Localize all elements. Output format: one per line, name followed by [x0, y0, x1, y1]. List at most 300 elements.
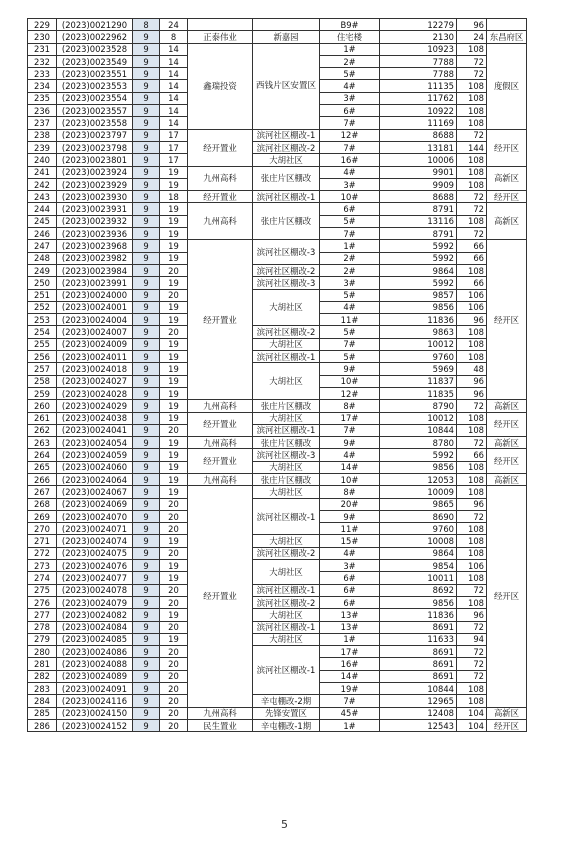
batch-cell: 9 — [133, 387, 160, 399]
developer-cell: 正泰伟业 — [188, 31, 253, 43]
area-cell: 2130 — [380, 31, 457, 43]
certificate-cell: (2023)0024028 — [57, 387, 133, 399]
lot-cell: 19 — [160, 572, 188, 584]
row-number-cell: 282 — [28, 670, 57, 682]
row-number-cell: 284 — [28, 695, 57, 707]
district-cell: 高新区 — [487, 707, 527, 719]
batch-cell: 9 — [133, 117, 160, 129]
area-cell: 8688 — [380, 129, 457, 141]
batch-cell: 9 — [133, 646, 160, 658]
lot-cell: 19 — [160, 461, 188, 473]
area-cell: 12543 — [380, 719, 457, 731]
project-cell: 滨河社区棚改-3 — [253, 449, 320, 461]
area-cell: 9864 — [380, 547, 457, 559]
building-cell: 17# — [320, 646, 380, 658]
building-cell: 13# — [320, 609, 380, 621]
developer-cell: 九州高科 — [188, 400, 253, 412]
batch-cell: 9 — [133, 523, 160, 535]
building-cell: 1# — [320, 633, 380, 645]
row-number-cell: 260 — [28, 400, 57, 412]
project-cell: 大胡社区 — [253, 560, 320, 585]
lot-cell: 20 — [160, 510, 188, 522]
district-cell: 度假区 — [487, 43, 527, 129]
row-number-cell: 275 — [28, 584, 57, 596]
building-cell: 4# — [320, 301, 380, 313]
batch-cell: 9 — [133, 178, 160, 190]
developer-cell: 九州高科 — [188, 473, 253, 485]
area-cell: 9857 — [380, 289, 457, 301]
building-cell: 7# — [320, 141, 380, 153]
units-cell: 72 — [457, 400, 487, 412]
batch-cell: 9 — [133, 461, 160, 473]
units-cell: 108 — [457, 412, 487, 424]
units-cell: 96 — [457, 314, 487, 326]
building-cell: 16# — [320, 154, 380, 166]
lot-cell: 17 — [160, 154, 188, 166]
lot-cell: 19 — [160, 166, 188, 178]
units-cell: 108 — [457, 695, 487, 707]
units-cell: 66 — [457, 240, 487, 252]
batch-cell: 9 — [133, 375, 160, 387]
lot-cell: 20 — [160, 683, 188, 695]
lot-cell: 14 — [160, 105, 188, 117]
lot-cell: 14 — [160, 92, 188, 104]
building-cell: 5# — [320, 215, 380, 227]
building-cell: 45# — [320, 707, 380, 719]
row-number-cell: 235 — [28, 92, 57, 104]
district-cell: 高新区 — [487, 473, 527, 485]
project-cell: 张庄片区棚改 — [253, 203, 320, 240]
batch-cell: 9 — [133, 510, 160, 522]
row-number-cell: 229 — [28, 19, 57, 31]
certificate-cell: (2023)0024076 — [57, 560, 133, 572]
batch-cell: 9 — [133, 105, 160, 117]
certificate-cell: (2023)0023931 — [57, 203, 133, 215]
building-cell: 1# — [320, 43, 380, 55]
district-cell — [487, 19, 527, 31]
certificate-cell: (2023)0024064 — [57, 473, 133, 485]
district-cell: 经开区 — [487, 129, 527, 166]
lot-cell: 20 — [160, 596, 188, 608]
building-cell: 10# — [320, 191, 380, 203]
batch-cell: 9 — [133, 31, 160, 43]
project-cell: 新嘉园 — [253, 31, 320, 43]
project-cell: 西钱片区安置区 — [253, 43, 320, 129]
district-cell: 高新区 — [487, 166, 527, 191]
row-number-cell: 276 — [28, 596, 57, 608]
area-cell: 8691 — [380, 670, 457, 682]
certificate-cell: (2023)0024000 — [57, 289, 133, 301]
row-number-cell: 245 — [28, 215, 57, 227]
lot-cell: 19 — [160, 400, 188, 412]
certificate-cell: (2023)0023991 — [57, 277, 133, 289]
table-row — [28, 240, 527, 252]
area-cell: 8790 — [380, 400, 457, 412]
units-cell: 96 — [457, 375, 487, 387]
table-row — [28, 19, 527, 31]
project-cell: 辛屯棚改-1期 — [253, 719, 320, 731]
table-row — [28, 473, 527, 485]
lot-cell: 20 — [160, 646, 188, 658]
building-cell: 5# — [320, 68, 380, 80]
area-cell: 11835 — [380, 387, 457, 399]
lot-cell: 19 — [160, 277, 188, 289]
batch-cell: 9 — [133, 141, 160, 153]
row-number-cell: 247 — [28, 240, 57, 252]
batch-cell: 9 — [133, 437, 160, 449]
row-number-cell: 273 — [28, 560, 57, 572]
certificate-cell: (2023)0023984 — [57, 264, 133, 276]
developer-cell: 鑫瑞投资 — [188, 43, 253, 129]
lot-cell: 19 — [160, 351, 188, 363]
row-number-cell: 253 — [28, 314, 57, 326]
batch-cell: 9 — [133, 719, 160, 731]
batch-cell: 9 — [133, 55, 160, 67]
units-cell: 108 — [457, 547, 487, 559]
lot-cell: 19 — [160, 633, 188, 645]
batch-cell: 9 — [133, 400, 160, 412]
lot-cell: 8 — [160, 31, 188, 43]
project-cell: 滨河社区棚改-2 — [253, 264, 320, 276]
certificate-cell: (2023)0021290 — [57, 19, 133, 31]
batch-cell: 9 — [133, 228, 160, 240]
project-cell: 滨河社区棚改-1 — [253, 646, 320, 695]
area-cell: 7788 — [380, 55, 457, 67]
units-cell: 94 — [457, 633, 487, 645]
certificate-cell: (2023)0024078 — [57, 584, 133, 596]
certificate-cell: (2023)0024038 — [57, 412, 133, 424]
area-cell: 13116 — [380, 215, 457, 227]
area-cell: 8691 — [380, 621, 457, 633]
units-cell: 24 — [457, 31, 487, 43]
district-cell: 经开区 — [487, 191, 527, 203]
table-row — [28, 412, 527, 424]
row-number-cell: 269 — [28, 510, 57, 522]
certificate-cell: (2023)0023551 — [57, 68, 133, 80]
area-cell: 9865 — [380, 498, 457, 510]
table-row — [28, 437, 527, 449]
table-row — [28, 449, 527, 461]
lot-cell: 19 — [160, 449, 188, 461]
certificate-cell: (2023)0024086 — [57, 646, 133, 658]
certificate-cell: (2023)0024004 — [57, 314, 133, 326]
units-cell: 106 — [457, 560, 487, 572]
units-cell: 72 — [457, 621, 487, 633]
lot-cell: 20 — [160, 670, 188, 682]
area-cell: 7788 — [380, 68, 457, 80]
row-number-cell: 243 — [28, 191, 57, 203]
units-cell: 72 — [457, 584, 487, 596]
row-number-cell: 283 — [28, 683, 57, 695]
lot-cell: 17 — [160, 141, 188, 153]
certificate-cell: (2023)0024011 — [57, 351, 133, 363]
developer-cell — [188, 19, 253, 31]
area-cell: 10006 — [380, 154, 457, 166]
batch-cell: 9 — [133, 535, 160, 547]
certificate-cell: (2023)0023930 — [57, 191, 133, 203]
units-cell: 108 — [457, 473, 487, 485]
area-cell: 9856 — [380, 301, 457, 313]
units-cell: 96 — [457, 609, 487, 621]
batch-cell: 9 — [133, 670, 160, 682]
building-cell: 4# — [320, 166, 380, 178]
batch-cell: 9 — [133, 547, 160, 559]
area-cell: 11633 — [380, 633, 457, 645]
certificate-cell: (2023)0023929 — [57, 178, 133, 190]
project-cell: 滨河社区棚改-1 — [253, 424, 320, 436]
row-number-cell: 244 — [28, 203, 57, 215]
area-cell: 12279 — [380, 19, 457, 31]
table-row — [28, 633, 527, 645]
building-cell: 2# — [320, 264, 380, 276]
row-number-cell: 280 — [28, 646, 57, 658]
project-cell: 滨河社区棚改-1 — [253, 351, 320, 363]
certificate-cell: (2023)0024070 — [57, 510, 133, 522]
units-cell: 108 — [457, 596, 487, 608]
area-cell: 5992 — [380, 277, 457, 289]
batch-cell: 9 — [133, 338, 160, 350]
certificate-cell: (2023)0023549 — [57, 55, 133, 67]
batch-cell: 9 — [133, 351, 160, 363]
batch-cell: 9 — [133, 43, 160, 55]
building-cell: 9# — [320, 363, 380, 375]
batch-cell: 9 — [133, 240, 160, 252]
certificate-cell: (2023)0024041 — [57, 424, 133, 436]
area-cell: 9760 — [380, 523, 457, 535]
units-cell: 96 — [457, 19, 487, 31]
project-cell: 大胡社区 — [253, 154, 320, 166]
table-row — [28, 43, 527, 55]
units-cell: 108 — [457, 572, 487, 584]
lot-cell: 20 — [160, 498, 188, 510]
certificate-cell: (2023)0024075 — [57, 547, 133, 559]
units-cell: 108 — [457, 264, 487, 276]
units-cell: 108 — [457, 683, 487, 695]
table-row — [28, 707, 527, 719]
table-row — [28, 584, 527, 596]
district-cell: 经开区 — [487, 486, 527, 707]
certificate-cell: (2023)0024059 — [57, 449, 133, 461]
table-row — [28, 646, 527, 658]
certificate-cell: (2023)0024116 — [57, 695, 133, 707]
table-row — [28, 203, 527, 215]
project-cell: 滨河社区棚改-1 — [253, 129, 320, 141]
project-cell: 滨河社区棚改-2 — [253, 326, 320, 338]
building-cell: 2# — [320, 55, 380, 67]
developer-cell: 经开置业 — [188, 486, 253, 707]
table-row — [28, 326, 527, 338]
row-number-cell: 236 — [28, 105, 57, 117]
developer-cell: 九州高科 — [188, 166, 253, 191]
batch-cell: 9 — [133, 154, 160, 166]
lot-cell: 19 — [160, 437, 188, 449]
developer-cell: 经开置业 — [188, 412, 253, 437]
area-cell: 8688 — [380, 191, 457, 203]
developer-cell: 经开置业 — [188, 191, 253, 203]
lot-cell: 19 — [160, 387, 188, 399]
area-cell: 10009 — [380, 486, 457, 498]
building-cell: 4# — [320, 547, 380, 559]
row-number-cell: 232 — [28, 55, 57, 67]
area-cell: 8691 — [380, 658, 457, 670]
building-cell: 住宅楼 — [320, 31, 380, 43]
project-cell: 先锋安置区 — [253, 707, 320, 719]
units-cell: 72 — [457, 191, 487, 203]
area-cell: 8691 — [380, 646, 457, 658]
lot-cell: 14 — [160, 43, 188, 55]
building-cell: 7# — [320, 424, 380, 436]
certificate-cell: (2023)0023936 — [57, 228, 133, 240]
area-cell: 8690 — [380, 510, 457, 522]
units-cell: 104 — [457, 707, 487, 719]
units-cell: 96 — [457, 498, 487, 510]
area-cell: 5992 — [380, 240, 457, 252]
lot-cell: 19 — [160, 215, 188, 227]
project-cell: 滨河社区棚改-3 — [253, 240, 320, 265]
area-cell: 11169 — [380, 117, 457, 129]
lot-cell: 20 — [160, 658, 188, 670]
table-row — [28, 141, 527, 153]
project-cell: 辛屯棚改-2期 — [253, 695, 320, 707]
units-cell: 72 — [457, 437, 487, 449]
area-cell: 5969 — [380, 363, 457, 375]
row-number-cell: 270 — [28, 523, 57, 535]
certificate-cell: (2023)0024027 — [57, 375, 133, 387]
lot-cell: 20 — [160, 584, 188, 596]
units-cell: 108 — [457, 166, 487, 178]
area-cell: 10844 — [380, 683, 457, 695]
certificate-cell: (2023)0024077 — [57, 572, 133, 584]
certificate-cell: (2023)0023932 — [57, 215, 133, 227]
building-cell: 6# — [320, 105, 380, 117]
building-cell: 3# — [320, 560, 380, 572]
certificate-cell: (2023)0024082 — [57, 609, 133, 621]
units-cell: 108 — [457, 486, 487, 498]
certificate-cell: (2023)0023528 — [57, 43, 133, 55]
lot-cell: 19 — [160, 473, 188, 485]
area-cell: 8791 — [380, 228, 457, 240]
certificate-cell: (2023)0023982 — [57, 252, 133, 264]
developer-cell: 九州高科 — [188, 203, 253, 240]
area-cell: 9760 — [380, 351, 457, 363]
table-row — [28, 560, 527, 572]
lot-cell: 19 — [160, 314, 188, 326]
units-cell: 72 — [457, 646, 487, 658]
lot-cell: 19 — [160, 560, 188, 572]
building-cell: 8# — [320, 486, 380, 498]
row-number-cell: 231 — [28, 43, 57, 55]
units-cell: 66 — [457, 449, 487, 461]
lot-cell: 17 — [160, 129, 188, 141]
project-cell: 滨河社区棚改-2 — [253, 547, 320, 559]
units-cell: 72 — [457, 510, 487, 522]
row-number-cell: 277 — [28, 609, 57, 621]
certificate-cell: (2023)0023553 — [57, 80, 133, 92]
certificate-cell: (2023)0024069 — [57, 498, 133, 510]
building-cell: 7# — [320, 338, 380, 350]
batch-cell: 9 — [133, 301, 160, 313]
area-cell: 11837 — [380, 375, 457, 387]
units-cell: 66 — [457, 252, 487, 264]
batch-cell: 9 — [133, 707, 160, 719]
area-cell: 9854 — [380, 560, 457, 572]
units-cell: 108 — [457, 80, 487, 92]
units-cell: 108 — [457, 117, 487, 129]
row-number-cell: 249 — [28, 264, 57, 276]
building-cell: 13# — [320, 621, 380, 633]
area-cell: 12408 — [380, 707, 457, 719]
building-cell: 6# — [320, 572, 380, 584]
area-cell: 11836 — [380, 314, 457, 326]
district-cell: 经开区 — [487, 719, 527, 731]
row-number-cell: 230 — [28, 31, 57, 43]
units-cell: 104 — [457, 719, 487, 731]
row-number-cell: 264 — [28, 449, 57, 461]
building-cell: 3# — [320, 178, 380, 190]
area-cell: 9901 — [380, 166, 457, 178]
project-cell: 大胡社区 — [253, 338, 320, 350]
table-row — [28, 400, 527, 412]
row-number-cell: 274 — [28, 572, 57, 584]
building-cell: 11# — [320, 523, 380, 535]
batch-cell: 9 — [133, 252, 160, 264]
batch-cell: 9 — [133, 363, 160, 375]
area-cell: 11135 — [380, 80, 457, 92]
lot-cell: 20 — [160, 547, 188, 559]
units-cell: 106 — [457, 301, 487, 313]
batch-cell: 9 — [133, 633, 160, 645]
row-number-cell: 279 — [28, 633, 57, 645]
table-row — [28, 498, 527, 510]
batch-cell: 9 — [133, 658, 160, 670]
certificate-cell: (2023)0024009 — [57, 338, 133, 350]
building-cell: 3# — [320, 92, 380, 104]
lot-cell: 19 — [160, 228, 188, 240]
row-number-cell: 240 — [28, 154, 57, 166]
building-cell: 9# — [320, 437, 380, 449]
table-row — [28, 154, 527, 166]
project-cell: 张庄片区棚改 — [253, 437, 320, 449]
certificate-cell: (2023)0024001 — [57, 301, 133, 313]
developer-cell: 经开置业 — [188, 129, 253, 166]
area-cell: 10008 — [380, 535, 457, 547]
building-cell: 6# — [320, 596, 380, 608]
row-number-cell: 248 — [28, 252, 57, 264]
area-cell: 10922 — [380, 105, 457, 117]
project-cell: 滨河社区棚改-2 — [253, 596, 320, 608]
row-number-cell: 257 — [28, 363, 57, 375]
batch-cell: 9 — [133, 314, 160, 326]
area-cell: 9909 — [380, 178, 457, 190]
row-number-cell: 259 — [28, 387, 57, 399]
certificate-cell: (2023)0024074 — [57, 535, 133, 547]
units-cell: 108 — [457, 105, 487, 117]
batch-cell: 9 — [133, 449, 160, 461]
row-number-cell: 281 — [28, 658, 57, 670]
row-number-cell: 285 — [28, 707, 57, 719]
certificate-cell: (2023)0023557 — [57, 105, 133, 117]
lot-cell: 20 — [160, 719, 188, 731]
units-cell: 72 — [457, 228, 487, 240]
row-number-cell: 250 — [28, 277, 57, 289]
batch-cell: 9 — [133, 596, 160, 608]
units-cell: 108 — [457, 535, 487, 547]
batch-cell: 9 — [133, 80, 160, 92]
units-cell: 108 — [457, 154, 487, 166]
page-number: 5 — [281, 818, 288, 831]
batch-cell: 9 — [133, 584, 160, 596]
district-cell: 高新区 — [487, 400, 527, 412]
